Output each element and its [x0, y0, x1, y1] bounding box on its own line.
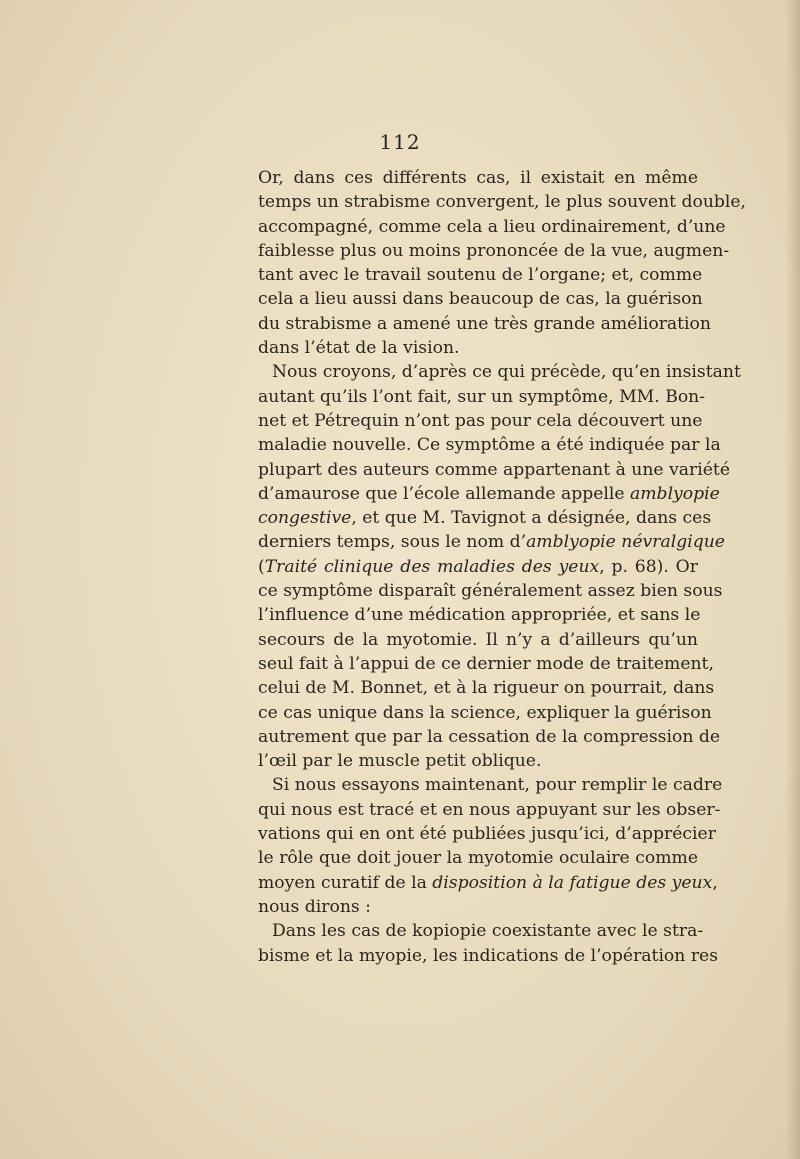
text-line: d’amaurose que l’école allemande appelle amblyopie	[258, 483, 720, 504]
page-number: 112	[379, 130, 421, 154]
text-line: ce cas unique dans la science, expliquer la guérison	[258, 702, 712, 723]
text-line: nous dirons :	[258, 896, 371, 917]
text-line: congestive, et que M. Tavignot a désignée, dans ces	[258, 508, 712, 529]
body-text	[258, 166, 747, 968]
text-line: (Traité clinique des maladies des yeux, p. 68). Or	[258, 556, 698, 577]
text-line: moyen curatif de la disposition à la fatigue des yeux,	[258, 872, 718, 893]
text-line: celui de M. Bonnet, et à la rigueur on pourrait, dans	[258, 678, 715, 699]
text-line: plupart des auteurs comme appartenant à une variété	[258, 459, 730, 480]
text-line: Or, dans ces différents cas, il existait en même	[258, 168, 698, 188]
text-line: derniers temps, sous le nom d’amblyopie névralgique	[258, 532, 725, 553]
text-line: Dans les cas de kopiopie coexistante avec le stra-	[272, 921, 704, 942]
text-line: l’influence d’une médication appropriée, et sans le	[258, 605, 701, 626]
page-spine-shadow	[786, 0, 800, 1159]
text-line: ce symptôme disparaît généralement assez bien sous	[258, 581, 723, 602]
text-line: faiblesse plus ou moins prononcée de la vue, augmen-	[258, 240, 730, 261]
text-line: cela a lieu aussi dans beaucoup de cas, la guérison	[258, 289, 703, 310]
text-line: autrement que par la cessation de la compression de	[258, 726, 721, 747]
text-line: seul fait à l’appui de ce dernier mode de traitement,	[258, 653, 714, 674]
text-line: Nous croyons, d’après ce qui précède, qu’en insistant	[272, 362, 741, 383]
text-line: Si nous essayons maintenant, pour remplir le cadre	[272, 775, 723, 796]
text-line: autant qu’ils l’ont fait, sur un symptôme, MM. Bon-	[258, 386, 706, 407]
text-line: dans l’état de la vision.	[258, 338, 460, 359]
text-line: vations qui en ont été publiées jusqu’ici, d’apprécier	[258, 824, 716, 845]
text-line: tant avec le travail soutenu de l’organe; et, comme	[258, 265, 703, 286]
text-line: du strabisme a amené une très grande amélioration	[258, 313, 711, 334]
text-line: qui nous est tracé et en nous appuyant sur les obser-	[258, 799, 721, 820]
text-line: accompagné, comme cela a lieu ordinairement, d’une	[258, 216, 726, 237]
text-line: temps un strabisme convergent, le plus souvent double,	[258, 192, 747, 213]
text-line: le rôle que doit jouer la myotomie oculaire comme	[258, 848, 698, 869]
text-line: net et Pétrequin n’ont pas pour cela découvert une	[258, 410, 703, 431]
text-line: bisme et la myopie, les indications de l’opération res	[258, 945, 719, 966]
text-line: secours de la myotomie. Il n’y a d’ailleurs qu’un	[258, 629, 698, 650]
text-line: maladie nouvelle. Ce symptôme a été indiquée par la	[258, 435, 721, 456]
text-line: l’œil par le muscle petit oblique.	[258, 751, 542, 772]
